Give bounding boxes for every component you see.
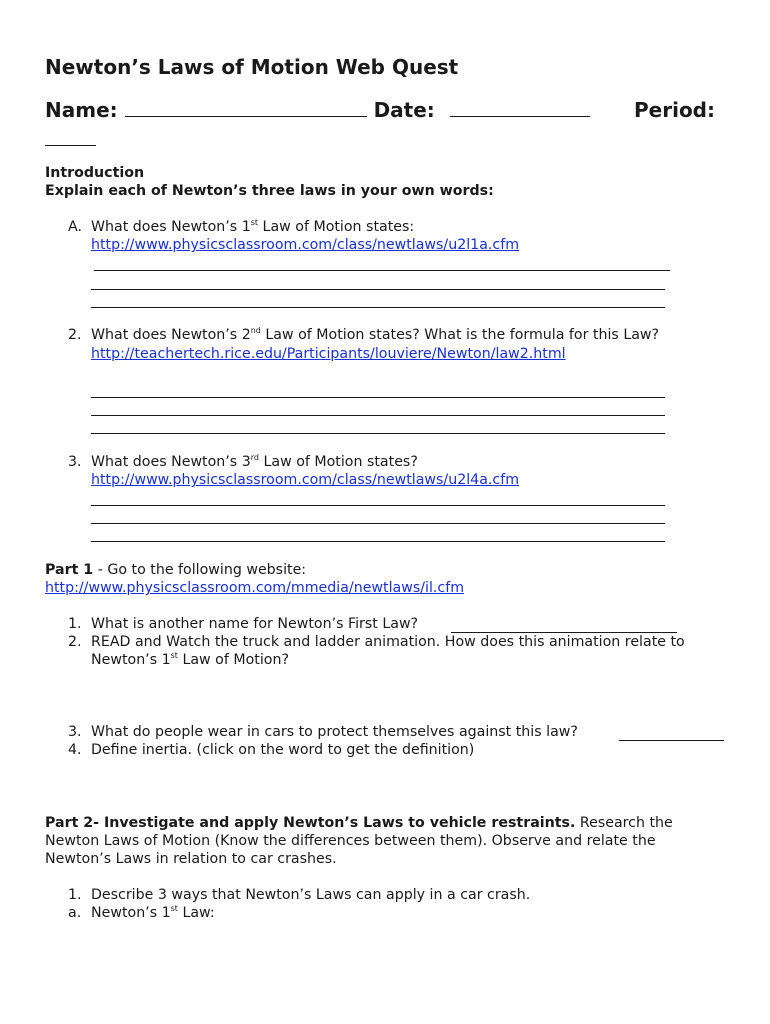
question-marker: 2. [68, 327, 82, 343]
first-law-link[interactable]: http://www.physicsclassroom.com/class/newtlaws/u2l1a.cfm [91, 237, 520, 253]
answer-line[interactable] [91, 415, 665, 416]
question-marker: 3. [68, 724, 82, 740]
name-blank[interactable] [125, 98, 367, 117]
period-label: Period: [634, 98, 715, 122]
part1-link-row [45, 579, 464, 597]
part1-question-1: What is another name for Newton’s First Law? [91, 616, 419, 632]
part1-heading: Part 1 - Go to the following website: [45, 562, 307, 578]
part2-line-2: Newton Laws of Motion (Know the differences between them). Observe and relate the [45, 833, 656, 849]
name-date-period-row [45, 98, 725, 122]
answer-line[interactable] [91, 523, 665, 524]
part1-link[interactable]: http://www.physicsclassroom.com/mmedia/newtlaws/il.cfm [45, 580, 465, 596]
page-title: Newton’s Laws of Motion Web Quest [45, 55, 459, 79]
answer-line[interactable] [91, 307, 665, 308]
question-marker: 1. [68, 887, 82, 903]
question-marker: a. [68, 905, 82, 921]
answer-line[interactable] [91, 289, 665, 290]
part2-line-3: Newton’s Laws in relation to car crashes. [45, 851, 337, 867]
date-label: Date: [373, 98, 435, 122]
answer-line[interactable] [91, 505, 665, 506]
question-second-law: What does Newton’s 2nd Law of Motion states? What is the formula for this Law? [91, 326, 660, 343]
name-label: Name: [45, 98, 118, 122]
answer-blank[interactable] [619, 740, 724, 741]
intro-heading: Introduction [45, 165, 145, 181]
part1-question-2-cont: Newton’s 1st Law of Motion? [91, 651, 289, 668]
period-blank[interactable] [45, 145, 96, 146]
part1-question-2: READ and Watch the truck and ladder animation. How does this animation relate to [91, 634, 685, 650]
question-marker: 4. [68, 742, 82, 758]
question-marker: 2. [68, 634, 82, 650]
part2-question-a: Newton’s 1st Law: [91, 904, 215, 921]
answer-line[interactable] [94, 270, 670, 271]
answer-line[interactable] [91, 397, 665, 398]
part2-question-1: Describe 3 ways that Newton’s Laws can apply in a car crash. [91, 887, 531, 903]
question-marker: 1. [68, 616, 82, 632]
part1-question-4: Define inertia. (click on the word to get the definition) [91, 742, 475, 758]
second-law-link[interactable]: http://teachertech.rice.edu/Participants/louviere/Newton/law2.html [91, 346, 566, 362]
answer-line[interactable] [91, 541, 665, 542]
third-law-link[interactable]: http://www.physicsclassroom.com/class/newtlaws/u2l4a.cfm [91, 472, 520, 488]
part1-question-3: What do people wear in cars to protect themselves against this law? [91, 724, 578, 740]
part2-heading: Part 2- Investigate and apply Newton’s Laws to vehicle restraints. Research the [45, 815, 673, 831]
third-law-link-row [91, 471, 519, 489]
question-first-law: What does Newton’s 1st Law of Motion states: [91, 218, 415, 235]
question-marker: 3. [68, 454, 82, 470]
second-law-link-row [91, 345, 566, 363]
question-third-law: What does Newton’s 3rd Law of Motion states? [91, 453, 418, 470]
date-blank[interactable] [450, 98, 590, 117]
answer-line[interactable] [91, 433, 665, 434]
question-marker: A. [68, 219, 82, 235]
intro-instruction: Explain each of Newton’s three laws in your own words: [45, 183, 494, 199]
first-law-link-row [91, 236, 519, 254]
